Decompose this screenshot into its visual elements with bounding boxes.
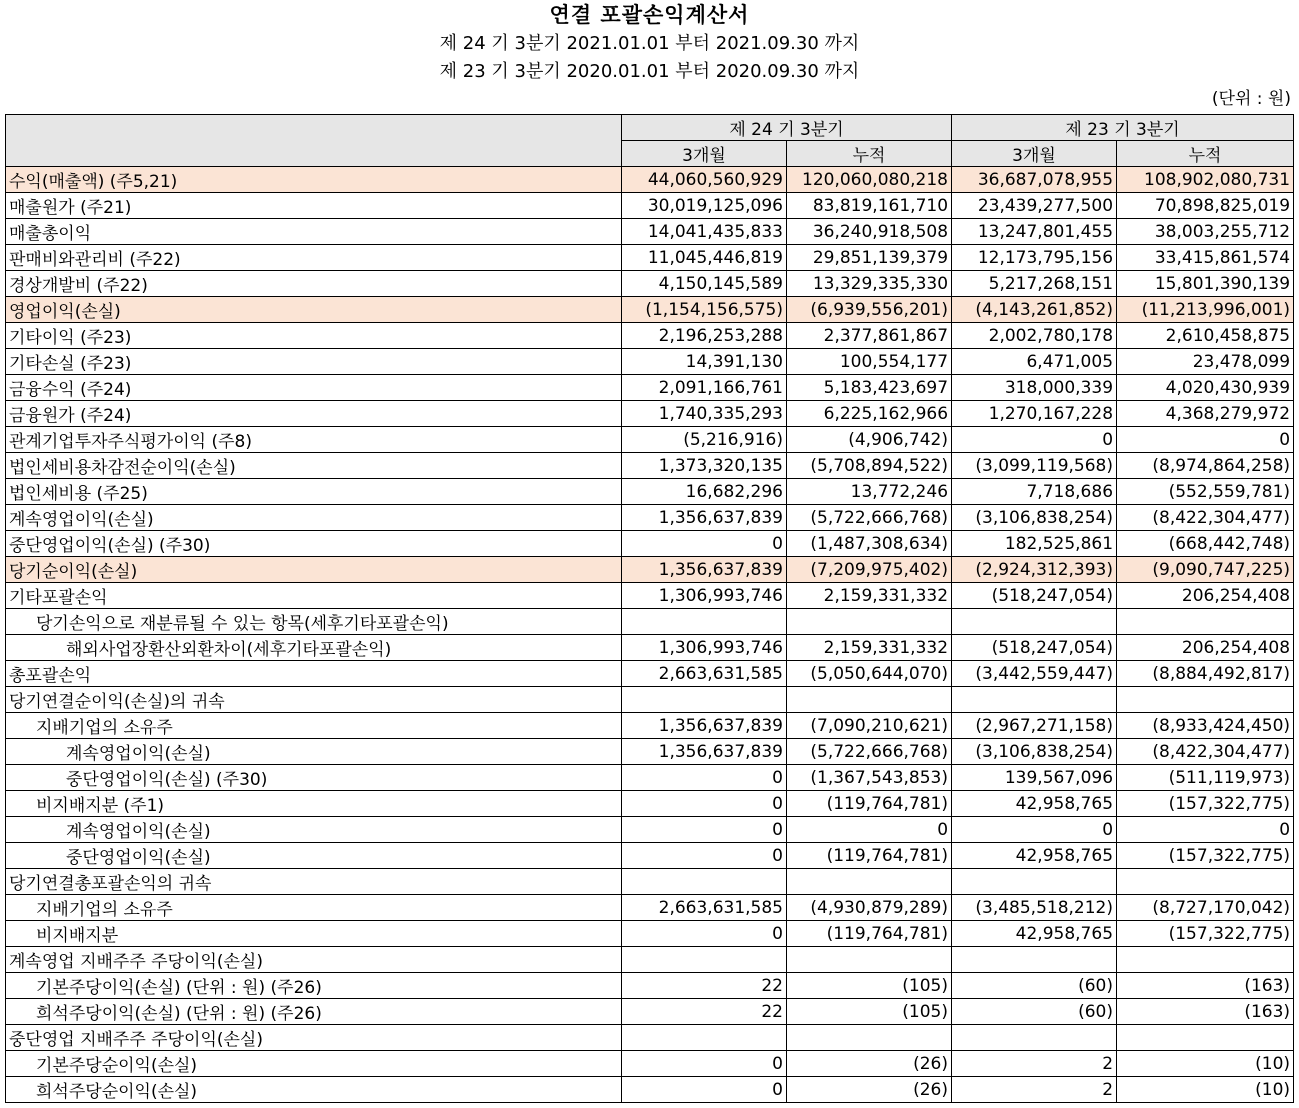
row-label: 당기손익으로 재분류될 수 있는 항목(세후기타포괄손익) [6,609,622,635]
value-current-3m: (1,154,156,575) [622,297,787,323]
value-prior-3m [952,687,1117,713]
value-prior-3m: 5,217,268,151 [952,271,1117,297]
value-current-cum: (4,906,742) [787,427,952,453]
table-row [6,869,1294,895]
value-current-3m: 0 [622,765,787,791]
value-prior-3m: (2,924,312,393) [952,557,1117,583]
row-label: 관계기업투자주식평가이익 (주8) [6,427,622,453]
value-current-cum: 100,554,177 [787,349,952,375]
table-row [6,271,1294,297]
value-prior-cum: 4,368,279,972 [1117,401,1294,427]
value-prior-cum: (163) [1117,999,1294,1025]
value-prior-cum: (8,727,170,042) [1117,895,1294,921]
table-row [6,999,1294,1025]
value-prior-cum: 70,898,825,019 [1117,193,1294,219]
value-prior-3m: 139,567,096 [952,765,1117,791]
value-current-cum: (119,764,781) [787,791,952,817]
row-label: 당기순이익(손실) [6,557,622,583]
table-row [6,817,1294,843]
value-current-cum: 2,159,331,332 [787,583,952,609]
value-current-cum: (5,050,644,070) [787,661,952,687]
table-row [6,791,1294,817]
value-prior-3m: (518,247,054) [952,583,1117,609]
value-prior-3m [952,869,1117,895]
value-prior-cum: 38,003,255,712 [1117,219,1294,245]
table-row [6,635,1294,661]
table-row [6,531,1294,557]
table-row [6,219,1294,245]
row-label: 법인세비용차감전순이익(손실) [6,453,622,479]
value-prior-3m: 7,718,686 [952,479,1117,505]
value-prior-cum: (163) [1117,973,1294,999]
table-row [6,297,1294,323]
value-current-3m: 0 [622,817,787,843]
table-row [6,375,1294,401]
value-current-3m: 22 [622,973,787,999]
row-label: 지배기업의 소유주 [6,713,622,739]
value-current-3m: 2,663,631,585 [622,895,787,921]
row-label: 계속영업이익(손실) [6,817,622,843]
header-prior-cum: 누적 [1117,141,1294,167]
value-current-3m: 1,306,993,746 [622,583,787,609]
table-row [6,557,1294,583]
value-prior-cum: (668,442,748) [1117,531,1294,557]
value-prior-cum: 23,478,099 [1117,349,1294,375]
value-current-cum [787,1025,952,1051]
value-current-3m: 0 [622,1077,787,1103]
value-current-3m: 30,019,125,096 [622,193,787,219]
table-row [6,245,1294,271]
table-row [6,843,1294,869]
value-prior-cum: (11,213,996,001) [1117,297,1294,323]
value-current-3m: 2,663,631,585 [622,661,787,687]
value-prior-cum: (157,322,775) [1117,791,1294,817]
table-row [6,973,1294,999]
statement-title: 연결 포괄손익계산서 [549,3,750,27]
table-row [6,323,1294,349]
row-label: 비지배지분 (주1) [6,791,622,817]
unit-label: (단위 : 원) [1211,89,1291,109]
value-current-3m: 0 [622,1051,787,1077]
table-row [6,739,1294,765]
value-current-cum: 5,183,423,697 [787,375,952,401]
value-current-3m: 44,060,560,929 [622,167,787,193]
value-prior-3m: 42,958,765 [952,921,1117,947]
row-label: 당기연결순이익(손실)의 귀속 [6,687,622,713]
value-prior-3m: 1,270,167,228 [952,401,1117,427]
table-row [6,349,1294,375]
header-current-cum: 누적 [787,141,952,167]
row-label: 기타손실 (주23) [6,349,622,375]
value-current-3m: 14,391,130 [622,349,787,375]
value-prior-3m: 2 [952,1051,1117,1077]
value-prior-3m: (3,106,838,254) [952,739,1117,765]
value-current-3m: 11,045,446,819 [622,245,787,271]
row-label: 매출총이익 [6,219,622,245]
value-current-cum: (1,487,308,634) [787,531,952,557]
value-current-cum [787,609,952,635]
header-prior-3m: 3개월 [952,141,1117,167]
value-current-3m: 4,150,145,589 [622,271,787,297]
value-prior-3m: 2,002,780,178 [952,323,1117,349]
value-prior-cum: 15,801,390,139 [1117,271,1294,297]
row-label: 중단영업이익(손실) [6,843,622,869]
value-prior-cum: 4,020,430,939 [1117,375,1294,401]
value-prior-cum: (157,322,775) [1117,921,1294,947]
value-current-cum [787,869,952,895]
value-current-3m: 1,356,637,839 [622,557,787,583]
value-current-3m: 1,356,637,839 [622,505,787,531]
value-prior-3m: (2,967,271,158) [952,713,1117,739]
value-prior-cum: (8,422,304,477) [1117,505,1294,531]
table-row [6,765,1294,791]
row-label: 해외사업장환산외환차이(세후기타포괄손익) [6,635,622,661]
table-row [6,505,1294,531]
table-row [6,687,1294,713]
value-prior-cum: 0 [1117,817,1294,843]
value-prior-cum: (552,559,781) [1117,479,1294,505]
value-current-cum: (119,764,781) [787,921,952,947]
table-row [6,1077,1294,1103]
period-prior: 제 23 기 3분기 2020.01.01 부터 2020.09.30 까지 [439,61,860,82]
row-label: 당기연결총포괄손익의 귀속 [6,869,622,895]
value-current-cum: (6,939,556,201) [787,297,952,323]
value-current-cum: 13,329,335,330 [787,271,952,297]
value-current-3m: 22 [622,999,787,1025]
value-prior-3m: 318,000,339 [952,375,1117,401]
row-label: 금융원가 (주24) [6,401,622,427]
value-prior-3m: 6,471,005 [952,349,1117,375]
row-label: 기타포괄손익 [6,583,622,609]
row-label: 판매비와관리비 (주22) [6,245,622,271]
value-prior-3m: (3,442,559,447) [952,661,1117,687]
row-label: 기본주당순이익(손실) [6,1051,622,1077]
value-current-3m [622,1025,787,1051]
row-label: 중단영업 지배주주 주당이익(손실) [6,1025,622,1051]
value-current-cum: (119,764,781) [787,843,952,869]
row-label: 지배기업의 소유주 [6,895,622,921]
value-current-cum: (5,722,666,768) [787,739,952,765]
value-current-3m: 1,373,320,135 [622,453,787,479]
value-current-3m: 2,091,166,761 [622,375,787,401]
value-current-3m [622,869,787,895]
header-prior-period: 제 23 기 3분기 [952,115,1294,141]
value-current-cum: 2,377,861,867 [787,323,952,349]
table-row [6,453,1294,479]
value-current-cum: 13,772,246 [787,479,952,505]
value-current-cum [787,687,952,713]
value-prior-3m: (3,485,518,212) [952,895,1117,921]
value-current-cum: 36,240,918,508 [787,219,952,245]
table-row [6,947,1294,973]
income-statement-table [5,114,1294,1103]
value-prior-3m [952,947,1117,973]
value-current-3m: 1,356,637,839 [622,713,787,739]
table-row [6,401,1294,427]
value-current-cum: (5,708,894,522) [787,453,952,479]
value-current-3m: 0 [622,921,787,947]
table-row [6,895,1294,921]
value-current-cum: (7,090,210,621) [787,713,952,739]
value-prior-3m: 13,247,801,455 [952,219,1117,245]
value-prior-cum: 2,610,458,875 [1117,323,1294,349]
table-row [6,921,1294,947]
value-prior-3m: (518,247,054) [952,635,1117,661]
value-prior-3m: 36,687,078,955 [952,167,1117,193]
row-label: 희석주당이익(손실) (단위 : 원) (주26) [6,999,622,1025]
value-current-3m: 1,306,993,746 [622,635,787,661]
row-label: 중단영업이익(손실) (주30) [6,531,622,557]
value-prior-cum [1117,869,1294,895]
value-current-cum: 6,225,162,966 [787,401,952,427]
value-prior-cum: (10) [1117,1077,1294,1103]
value-current-3m: 16,682,296 [622,479,787,505]
value-prior-3m: (60) [952,999,1117,1025]
value-current-3m: 2,196,253,288 [622,323,787,349]
value-current-cum: 2,159,331,332 [787,635,952,661]
value-prior-3m: 23,439,277,500 [952,193,1117,219]
value-prior-3m: (3,106,838,254) [952,505,1117,531]
table-row [6,713,1294,739]
value-current-cum: 0 [787,817,952,843]
value-prior-cum: (157,322,775) [1117,843,1294,869]
value-current-cum: (5,722,666,768) [787,505,952,531]
table-row [6,479,1294,505]
period-current: 제 24 기 3분기 2021.01.01 부터 2021.09.30 까지 [439,33,860,54]
table-row [6,583,1294,609]
row-label: 영업이익(손실) [6,297,622,323]
value-prior-cum [1117,947,1294,973]
row-label: 계속영업이익(손실) [6,505,622,531]
table-row [6,1025,1294,1051]
table-row [6,661,1294,687]
value-prior-3m: 12,173,795,156 [952,245,1117,271]
row-label: 법인세비용 (주25) [6,479,622,505]
value-prior-cum: (8,884,492,817) [1117,661,1294,687]
header-current-period: 제 24 기 3분기 [622,115,952,141]
table-row [6,193,1294,219]
table-row [6,167,1294,193]
value-current-cum: 29,851,139,379 [787,245,952,271]
value-current-3m: 0 [622,791,787,817]
value-current-cum: 83,819,161,710 [787,193,952,219]
header-blank [6,115,622,167]
value-current-3m: 0 [622,531,787,557]
value-current-cum: (105) [787,973,952,999]
value-prior-cum: 206,254,408 [1117,583,1294,609]
value-prior-3m: 42,958,765 [952,791,1117,817]
value-prior-cum: (8,422,304,477) [1117,739,1294,765]
value-prior-3m: (4,143,261,852) [952,297,1117,323]
value-prior-3m: 2 [952,1077,1117,1103]
value-prior-cum: (8,974,864,258) [1117,453,1294,479]
value-prior-3m [952,1025,1117,1051]
row-label: 매출원가 (주21) [6,193,622,219]
value-current-cum: (105) [787,999,952,1025]
value-prior-3m: 0 [952,817,1117,843]
row-label: 기타이익 (주23) [6,323,622,349]
value-prior-cum: 33,415,861,574 [1117,245,1294,271]
row-label: 경상개발비 (주22) [6,271,622,297]
value-prior-cum: 0 [1117,427,1294,453]
value-current-cum: 120,060,080,218 [787,167,952,193]
row-label: 희석주당순이익(손실) [6,1077,622,1103]
value-prior-cum [1117,687,1294,713]
value-prior-cum: (511,119,973) [1117,765,1294,791]
row-label: 계속영업이익(손실) [6,739,622,765]
value-current-3m: 1,356,637,839 [622,739,787,765]
value-current-cum: (4,930,879,289) [787,895,952,921]
value-current-3m [622,687,787,713]
value-prior-3m: 42,958,765 [952,843,1117,869]
value-prior-3m: 0 [952,427,1117,453]
value-prior-cum [1117,609,1294,635]
value-prior-cum [1117,1025,1294,1051]
table-body [6,167,1294,1103]
value-current-cum: (26) [787,1051,952,1077]
value-current-3m [622,947,787,973]
table-row [6,1051,1294,1077]
value-current-3m: (5,216,916) [622,427,787,453]
value-current-3m: 1,740,335,293 [622,401,787,427]
value-current-3m: 0 [622,843,787,869]
value-current-cum: (7,209,975,402) [787,557,952,583]
row-label: 총포괄손익 [6,661,622,687]
row-label: 수익(매출액) (주5,21) [6,167,622,193]
value-prior-cum: (9,090,747,225) [1117,557,1294,583]
row-label: 금융수익 (주24) [6,375,622,401]
value-prior-cum: (8,933,424,450) [1117,713,1294,739]
row-label: 기본주당이익(손실) (단위 : 원) (주26) [6,973,622,999]
row-label: 계속영업 지배주주 주당이익(손실) [6,947,622,973]
table-row [6,609,1294,635]
value-current-cum: (26) [787,1077,952,1103]
value-prior-3m: (3,099,119,568) [952,453,1117,479]
value-prior-3m: (60) [952,973,1117,999]
value-current-cum: (1,367,543,853) [787,765,952,791]
value-prior-cum: 206,254,408 [1117,635,1294,661]
value-prior-3m [952,609,1117,635]
value-prior-cum: 108,902,080,731 [1117,167,1294,193]
value-current-3m: 14,041,435,833 [622,219,787,245]
row-label: 비지배지분 [6,921,622,947]
value-current-cum [787,947,952,973]
value-prior-cum: (10) [1117,1051,1294,1077]
value-current-3m [622,609,787,635]
value-prior-3m: 182,525,861 [952,531,1117,557]
table-row [6,427,1294,453]
header-current-3m: 3개월 [622,141,787,167]
row-label: 중단영업이익(손실) (주30) [6,765,622,791]
